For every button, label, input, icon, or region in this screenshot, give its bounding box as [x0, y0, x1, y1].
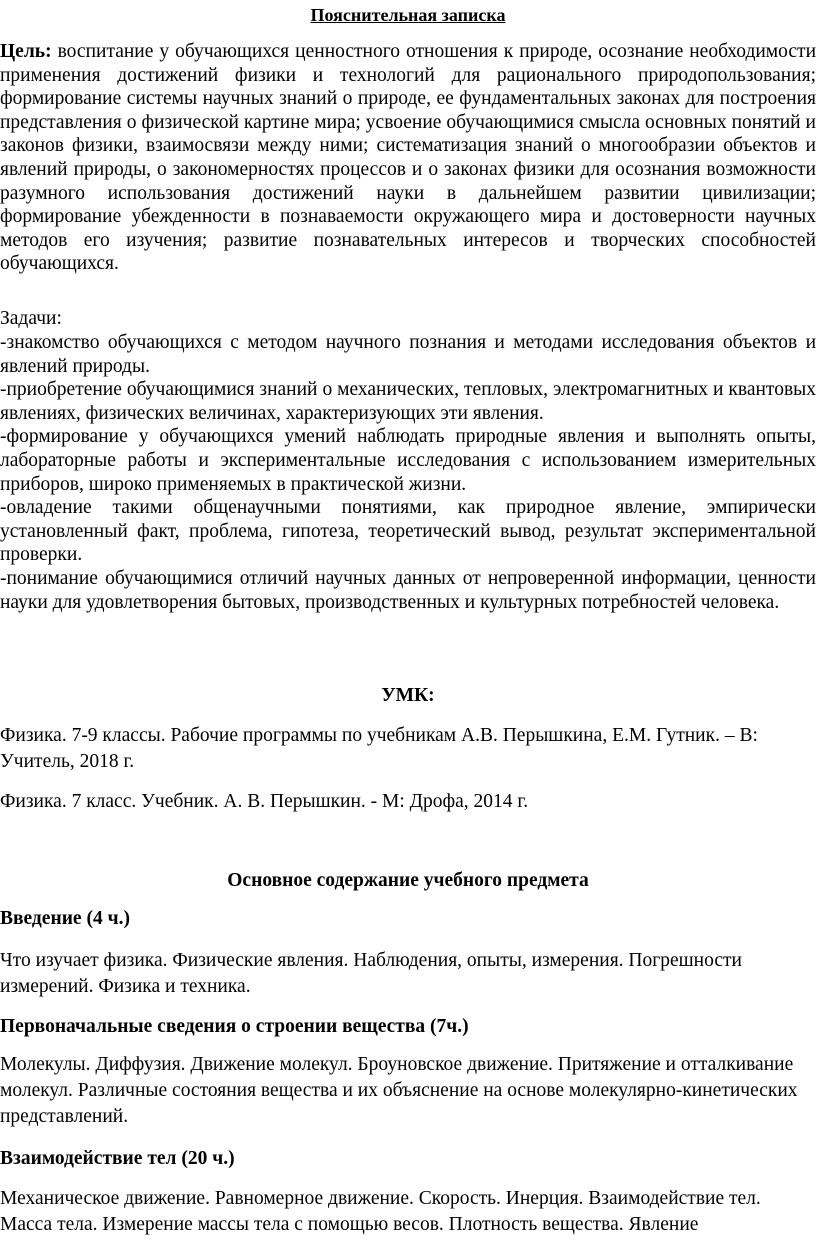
- document-title: Пояснительная записка: [310, 5, 506, 25]
- goal-paragraph: [0, 40, 816, 276]
- section-heading-interaction: Взаимодействие тел (20 ч.): [0, 1148, 235, 1169]
- section-heading-structure: Первоначальные сведения о строении вещества (7ч.): [0, 1016, 469, 1037]
- section-text-structure: Молекулы. Диффузия. Движение молекул. Броуновское движение. Притяжение и отталкивание молекул. Различные состояния вещества и их объяснение на основе молекулярно-кинетических представлений.: [0, 1054, 798, 1127]
- tasks-list: [0, 331, 816, 614]
- task-item: -приобретение обучающимися знаний о механических, тепловых, электромагнитных и квантовых явлениях, физических величинах, характеризующих эти явления.: [0, 379, 816, 424]
- content-heading: Основное содержание учебного предмета: [227, 870, 589, 891]
- task-item: -формирование у обучающихся умений наблюдать природные явления и выполнять опыты, лабораторные работы и экспериментальные исследования с использованием измерительных приборов, широко применяемых в практической жизни.: [0, 426, 816, 495]
- task-item: -знакомство обучающихся с методом научного познания и методами исследования объектов и явлений природы.: [0, 332, 816, 377]
- umk-item: Физика. 7-9 классы. Рабочие программы по учебникам А.В. Перышкина, Е.М. Гутник. – В: Учитель, 2018 г.: [0, 725, 758, 772]
- tasks-heading: Задачи:: [0, 308, 62, 329]
- umk-heading: УМК:: [381, 685, 435, 706]
- goal-text: воспитание у обучающихся ценностного отношения к природе, осознание необходимости применения достижений физики и технологий для рационального природопользования; формирование системы научных знаний о природе, ее фундаментальных законах для построения представления о физической картине мира; усвоение обучающимися смысла основных понятий и законов физики, взаимосвязи между ними; систематизация знаний о многообразии объектов и явлений природы, о закономерностях процессов и о законах физики для осознания возможности разумного использования достижений науки в дальнейшем развитии цивилизации; формирование убежденности в познаваемости окружающего мира и достоверности научных методов его изучения; развитие познавательных интересов и творческих способностей обучающихся.: [0, 41, 816, 275]
- task-item: -овладение такими общенаучными понятиями, как природное явление, эмпирически установленный факт, проблема, гипотеза, теоретический вывод, результат экспериментальной проверки.: [0, 497, 816, 566]
- section-text-interaction: Механическое движение. Равномерное движение. Скорость. Инерция. Взаимодействие тел. Масса тела. Измерение массы тела с помощью весов. Плотность вещества. Явление: [0, 1188, 761, 1235]
- section-heading-intro: Введение (4 ч.): [0, 908, 130, 929]
- task-item: -понимание обучающимися отличий научных данных от непроверенной информации, ценности науки для удовлетворения бытовых, производственных и культурных потребностей человека.: [0, 567, 816, 613]
- umk-item: Физика. 7 класс. Учебник. А. В. Перышкин. - М: Дрофа, 2014 г.: [0, 791, 529, 812]
- goal-label: Цель:: [0, 41, 52, 62]
- section-text-intro: Что изучает физика. Физические явления. Наблюдения, опыты, измерения. Погрешности измерений. Физика и техника.: [0, 950, 742, 997]
